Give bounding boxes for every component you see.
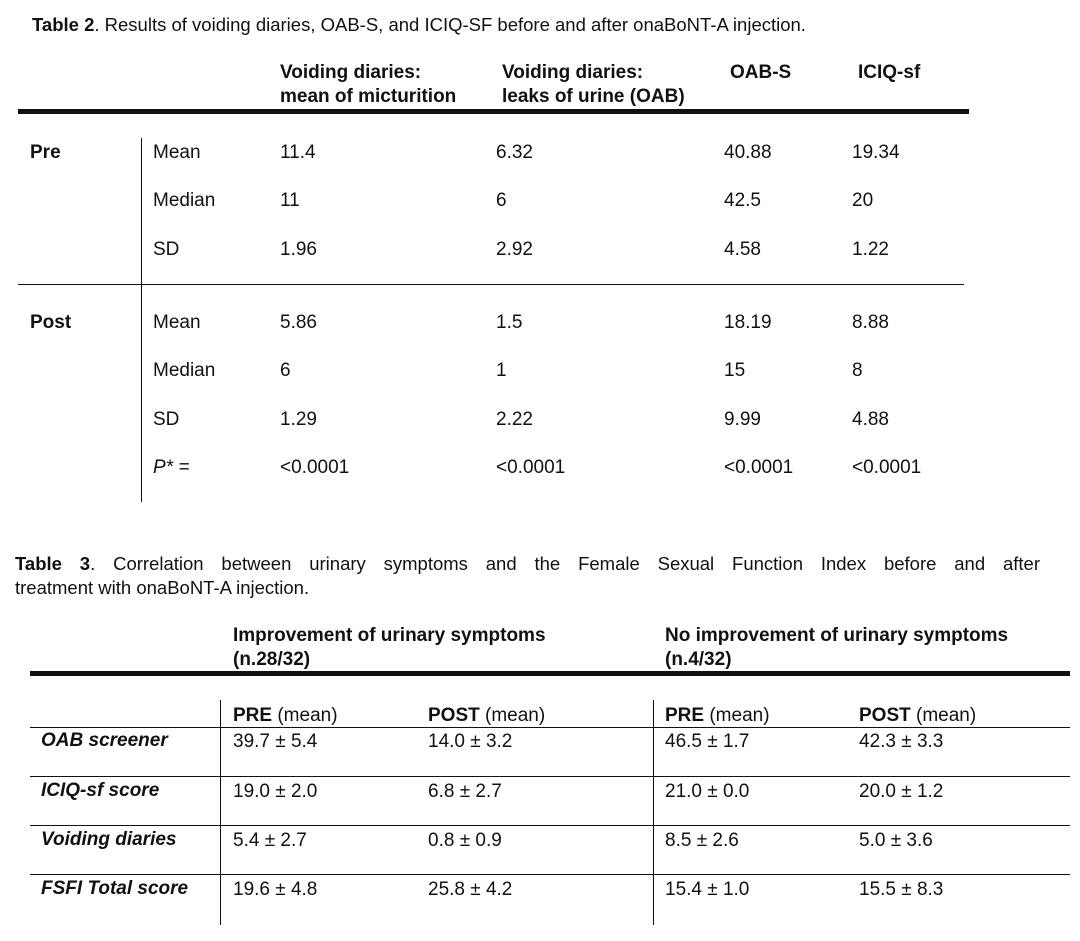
t2-stat-pvalue: P* =: [153, 457, 190, 478]
t3-row-rule: [30, 776, 1070, 777]
t2-header-col1: [280, 61, 456, 109]
t2-stat: Mean: [153, 312, 201, 333]
t2-cell: 4.88: [852, 409, 889, 430]
t2-cell: 42.5: [724, 190, 761, 211]
t2-cell: 9.99: [724, 409, 761, 430]
t3-sub-pre-1: [233, 704, 338, 728]
t3-cell: 19.6 ± 4.8: [233, 879, 318, 900]
t2-cell: 6: [280, 360, 291, 381]
t3-group-improvement-line1: Improvement of urinary symptoms: [233, 625, 546, 646]
t3-header-rule: [30, 671, 1070, 676]
t2-header-col2-line2: leaks of urine (OAB): [502, 86, 685, 107]
table3-caption-label: Table 3: [15, 553, 91, 574]
t2-cell: 20: [852, 190, 874, 211]
t3-cell: 8.5 ± 2.6: [665, 830, 739, 851]
t3-sub-pre-2: [665, 704, 770, 728]
t2-cell: 4.58: [724, 239, 761, 260]
t2-header-col1-line1: Voiding diaries:: [280, 62, 422, 83]
t3-cell: 15.4 ± 1.0: [665, 879, 750, 900]
t2-group-divider: [18, 284, 964, 285]
t2-cell: 11.4: [280, 142, 316, 163]
t3-cell: 15.5 ± 8.3: [859, 879, 944, 900]
t3-cell: 14.0 ± 3.2: [428, 731, 513, 752]
t2-header-col4: ICIQ-sf: [858, 62, 921, 83]
t2-cell: 6: [496, 190, 507, 211]
table3-caption-text: . Correlation between urinary symptoms and the Female Sexual Function Index before and after: [90, 553, 1040, 574]
t3-sub-post-1: [428, 704, 545, 728]
t3-vertical-divider-mid: [653, 700, 654, 925]
t3-row-rule: [30, 825, 1070, 826]
t3-sub-pre-label: PRE: [665, 705, 705, 726]
t2-stat: Median: [153, 360, 216, 381]
t2-cell: 2.22: [496, 409, 533, 430]
t2-cell: <0.0001: [280, 457, 350, 478]
t2-cell: 1: [496, 360, 507, 381]
t3-cell: 0.8 ± 0.9: [428, 830, 502, 851]
t3-row-label: OAB screener: [41, 730, 168, 751]
t2-cell: 1.96: [280, 239, 317, 260]
t3-cell: 20.0 ± 1.2: [859, 781, 944, 802]
t3-sub-mean-label: (mean): [485, 705, 546, 726]
t3-cell: 25.8 ± 4.2: [428, 879, 513, 900]
t2-cell: 18.19: [724, 312, 772, 333]
t3-cell: 5.4 ± 2.7: [233, 830, 307, 851]
t3-group-no-improvement-line2: (n.4/32): [665, 649, 732, 670]
t2-cell: 6.32: [496, 142, 533, 163]
t3-cell: 6.8 ± 2.7: [428, 781, 502, 802]
t3-cell: 5.0 ± 3.6: [859, 830, 933, 851]
t3-group-no-improvement: [665, 624, 1008, 672]
t3-sub-post-label: POST: [859, 705, 911, 726]
t2-cell: 2.92: [496, 239, 533, 260]
t3-subheader-rule: [30, 727, 1070, 728]
t2-header-col2-line1: Voiding diaries:: [502, 62, 644, 83]
t2-stat: Mean: [153, 142, 201, 163]
t2-cell: <0.0001: [852, 457, 922, 478]
t3-cell: 39.7 ± 5.4: [233, 731, 318, 752]
t2-header-rule: [18, 109, 969, 114]
t3-cell: 42.3 ± 3.3: [859, 731, 944, 752]
table2-caption-label: Table 2: [32, 14, 95, 35]
t2-cell: 8: [852, 360, 863, 381]
table2-caption-text: . Results of voiding diaries, OAB-S, and ICIQ-SF before and after onaBoNT-A injection.: [94, 14, 806, 35]
table2-caption: [32, 13, 806, 37]
t3-sub-mean-label: (mean): [916, 705, 977, 726]
t2-vertical-divider: [141, 138, 142, 502]
t3-vertical-divider-left: [220, 700, 221, 925]
t3-cell: 46.5 ± 1.7: [665, 731, 750, 752]
t3-cell: 21.0 ± 0.0: [665, 781, 750, 802]
t3-sub-post-label: POST: [428, 705, 480, 726]
t2-cell: 8.88: [852, 312, 889, 333]
t2-cell: 15: [724, 360, 746, 381]
t2-cell: 40.88: [724, 142, 772, 163]
t3-row-label: ICIQ-sf score: [41, 780, 160, 801]
t2-header-col2: [502, 61, 685, 109]
t3-sub-mean-label: (mean): [709, 705, 770, 726]
t3-row-label: Voiding diaries: [41, 829, 177, 850]
t2-group-post: Post: [30, 312, 72, 333]
t2-cell: <0.0001: [496, 457, 566, 478]
t2-stat: Median: [153, 190, 216, 211]
t3-row-rule: [30, 874, 1070, 875]
t2-cell: 19.34: [852, 142, 900, 163]
t2-header-col3: OAB-S: [730, 62, 792, 83]
t2-stat: SD: [153, 409, 180, 430]
table3-caption-line1: [15, 552, 1040, 576]
t2-cell: 1.5: [496, 312, 523, 333]
t2-group-pre: Pre: [30, 142, 61, 163]
t2-cell: 1.22: [852, 239, 889, 260]
t2-cell: 1.29: [280, 409, 317, 430]
t2-cell: 5.86: [280, 312, 317, 333]
t3-sub-mean-label: (mean): [277, 705, 338, 726]
t3-group-improvement-line2: (n.28/32): [233, 649, 311, 670]
t2-cell: 11: [280, 190, 300, 211]
t2-header-col1-line2: mean of micturition: [280, 86, 457, 107]
table3-caption-line2: treatment with onaBoNT-A injection.: [15, 577, 310, 598]
t3-group-improvement: [233, 624, 546, 672]
t2-stat: SD: [153, 239, 180, 260]
t2-cell: <0.0001: [724, 457, 794, 478]
t3-cell: 19.0 ± 2.0: [233, 781, 318, 802]
t3-sub-post-2: [859, 704, 976, 728]
t3-sub-pre-label: PRE: [233, 705, 273, 726]
t3-row-label: FSFI Total score: [41, 878, 189, 899]
t3-group-no-improvement-line1: No improvement of urinary symptoms: [665, 625, 1009, 646]
